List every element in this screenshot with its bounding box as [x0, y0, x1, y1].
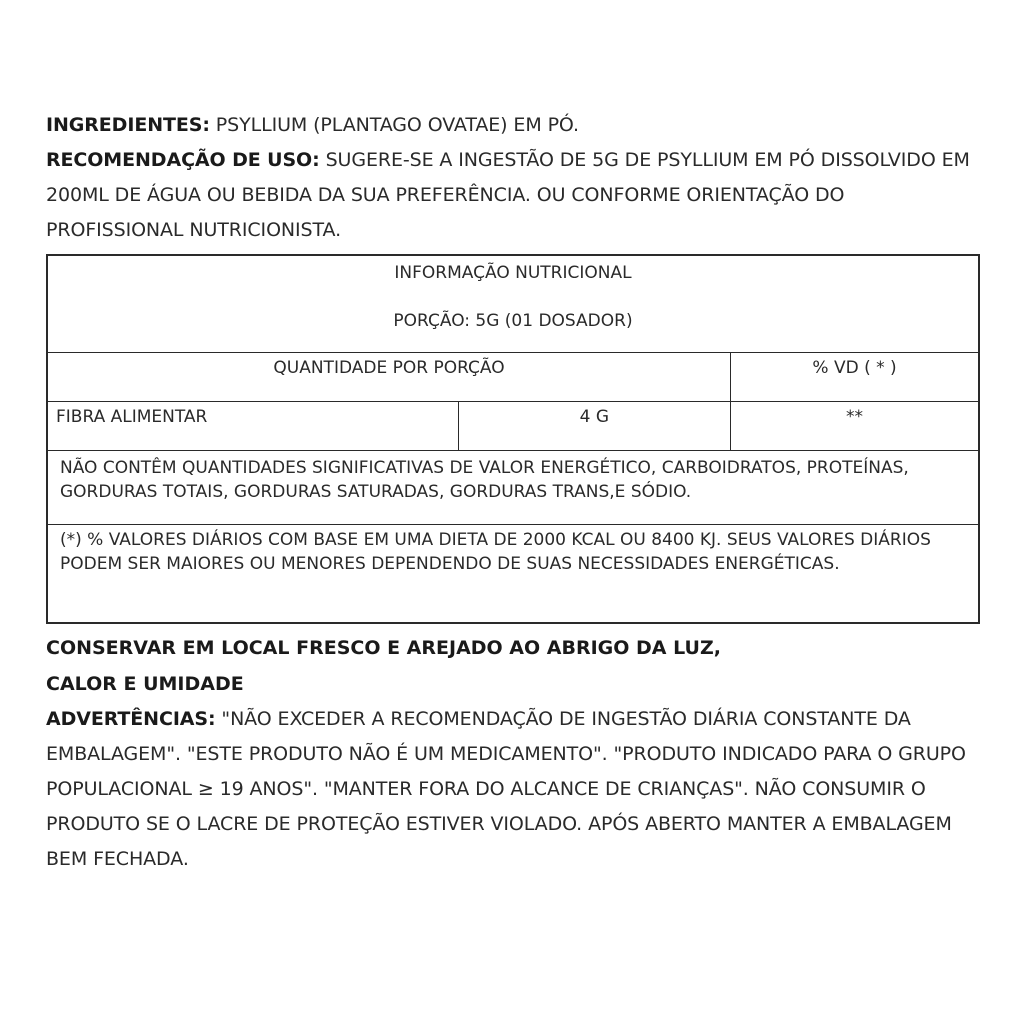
- note-row: [47, 451, 979, 525]
- column-header-row: [47, 353, 979, 402]
- qty-per-portion-header: QUANTIDADE POR PORÇÃO: [47, 353, 731, 402]
- storage-warnings-section: [46, 630, 980, 877]
- nutrition-title: INFORMAÇÃO NUTRICIONAL: [394, 263, 632, 283]
- nutrition-facts-table: [46, 254, 980, 624]
- portion-size: PORÇÃO: 5G (01 DOSADOR): [393, 311, 633, 331]
- daily-values-footnote: (*) % VALORES DIÁRIOS COM BASE EM UMA DIETA DE 2000 KCAL OU 8400 KJ. SEUS VALORES DIÁRIOS PODEM SER MAIORES OU MENORES DEPENDENDO DE SUAS NECESSIDADES ENERGÉTICAS.: [47, 525, 979, 624]
- usage-section: [46, 108, 980, 248]
- ingredients-label: INGREDIENTES:: [46, 114, 210, 136]
- warnings-paragraph: [46, 702, 980, 877]
- product-label: [46, 108, 980, 877]
- nutrition-header-row: [47, 255, 979, 353]
- ingredients-text: PSYLLIUM (PLANTAGO OVATAE) EM PÓ.: [209, 114, 579, 136]
- daily-value-header: % VD ( * ): [731, 353, 979, 402]
- insignificant-amounts-note: NÃO CONTÊM QUANTIDADES SIGNIFICATIVAS DE VALOR ENERGÉTICO, CARBOIDRATOS, PROTEÍNAS, GORDURAS TOTAIS, GORDURAS SATURADAS, GORDURAS TRANS,E SÓDIO.: [47, 451, 979, 525]
- warnings-label: ADVERTÊNCIAS:: [46, 708, 216, 730]
- usage-paragraph: [46, 143, 980, 248]
- nutrition-header-cell: [47, 255, 979, 353]
- storage-line-2: CALOR E UMIDADE: [46, 673, 244, 695]
- table-row: [47, 402, 979, 451]
- footnote-row: [47, 525, 979, 624]
- usage-text: SUGERE-SE A INGESTÃO DE 5G DE PSYLLIUM EM PÓ DISSOLVIDO EM 200ML DE ÁGUA OU BEBIDA DA SUA PREFERÊNCIA. OU CONFORME ORIENTAÇÃO DO PROFISSIONAL NUTRICIONISTA.: [46, 149, 970, 241]
- warnings-text: "NÃO EXCEDER A RECOMENDAÇÃO DE INGESTÃO DIÁRIA CONSTANTE DA EMBALAGEM". "ESTE PRODUTO NÃO É UM MEDICAMENTO". "PRODUTO INDICADO PARA O GRUPO POPULACIONAL ≥ 19 ANOS". "MANTER FORA DO ALCANCE DE CRIANÇAS". NÃO CONSUMIR O PRODUTO SE O LACRE DE PROTEÇÃO ESTIVER VIOLADO. APÓS ABERTO MANTER A EMBALAGEM BEM FECHADA.: [46, 708, 966, 870]
- nutrient-daily-value: **: [731, 402, 979, 451]
- nutrient-amount: 4 G: [458, 402, 730, 451]
- ingredients-paragraph: [46, 108, 980, 143]
- nutrient-name: FIBRA ALIMENTAR: [47, 402, 458, 451]
- storage-line-1: CONSERVAR EM LOCAL FRESCO E AREJADO AO ABRIGO DA LUZ,: [46, 637, 721, 659]
- usage-label: RECOMENDAÇÃO DE USO:: [46, 149, 320, 171]
